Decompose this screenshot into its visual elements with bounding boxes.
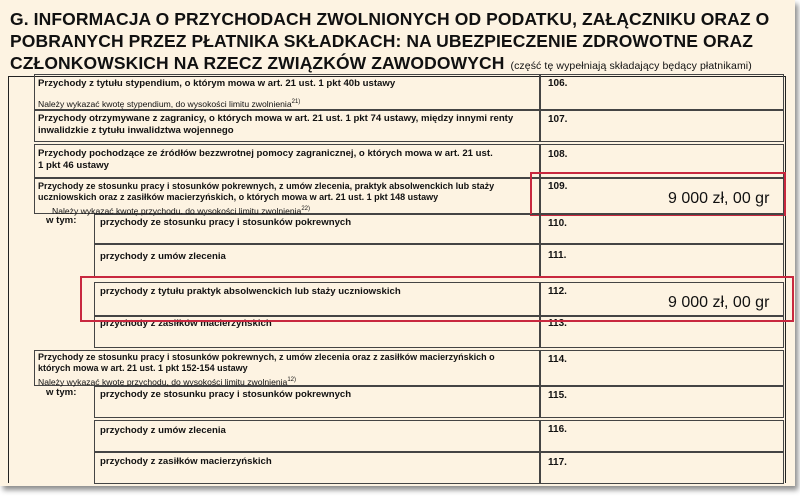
field-117[interactable] [540,452,784,484]
field-115-number: 115. [548,390,567,401]
row-113-label: przychody z zasiłków macierzyńskich [100,318,272,329]
field-114[interactable] [540,350,784,386]
wtym-label-2: w tym: [46,387,77,398]
section-title-text: G. INFORMACJA O PRZYCHODACH ZWOLNIONYCH OD PODATKU, ZAŁĄCZNIKU ORAZ O POBRANYCH PRZEZ PŁATNIKA SKŁADKACH: NA UBEZPIECZENIE ZDROWOTNE ORAZ CZŁONKOWSKICH NA RZECZ ZWIĄZKÓW ZAWODOWYCH [10,9,770,73]
field-112-number: 112. [548,286,567,297]
field-107-number: 107. [548,114,568,125]
row-116-label: przychody z umów zlecenia [100,425,226,436]
row-111-label: przychody z umów zlecenia [100,251,226,262]
field-106[interactable] [540,74,784,110]
field-110[interactable] [540,214,784,244]
row-115-label: przychody ze stosunku pracy i stosunków pokrewnych [100,389,352,400]
field-115[interactable] [540,386,784,418]
field-109-number: 109. [548,181,568,192]
section-title [10,8,790,77]
field-113-number: 113. [548,318,567,329]
field-114-number: 114. [548,354,567,365]
row-114-note-text: Należy wykazać kwotę przychodu, do wysokości limitu zwolnienia [38,376,288,387]
row-109-footnote: 22) [301,206,310,212]
row-106-note-text: Należy wykazać kwotę stypendium, do wysokości limitu zwolnienia [38,98,292,109]
row-114-footnote: 12) [287,377,296,383]
row-114-label: Przychody ze stosunku pracy i stosunków pokrewnych, z umów zlecenia oraz z zasiłków macierzyńskich o których mowa w art. 21 ust. 1 pkt 152-154 ustawy [38,352,495,373]
highlight-112 [80,276,794,322]
field-107[interactable] [540,110,784,142]
row-112-label: przychody z tytułu praktyk absolwenckich lub staży uczniowskich [100,286,401,297]
row-108-label: Przychody pochodzące ze źródłów bezzwrotnej pomocy zagranicznej, o których mowa w art. 21 ust. 1 pkt 46 ustawy [38,148,493,171]
field-109-value: 9 000 zł, 00 gr [668,190,770,207]
section-note: (część tę wypełniają składający będący płatnikami) [510,60,752,72]
row-117-label: przychody z zasiłków macierzyńskich [100,456,272,467]
row-107-label: Przychody otrzymywane z zagranicy, o których mowa w art. 21 ust. 1 pkt 74 ustawy, między innymi renty inwalidzkie z tytułu inwalidztwa wojennego [38,113,514,136]
row-109-note-text: Należy wykazać kwotę przychodu, do wysokości limitu zwolnienia [52,205,302,216]
row-109-label: Przychody ze stosunku pracy i stosunków pokrewnych, z umów zlecenia, praktyk absolwenckich lub staży uczniowskich oraz z zasiłków macierzyńskich, o których mowa w art. 21 ust. 1 pkt 148 ustawy [38,181,495,202]
field-110-number: 110. [548,218,567,229]
row-106-label: Przychody z tytułu stypendium, o którym mowa w art. 21 ust. 1 pkt 40b ustawy [38,78,396,89]
field-116[interactable] [540,420,784,452]
field-112-value: 9 000 zł, 00 gr [668,294,770,311]
row-106-footnote: 21) [291,99,301,105]
field-111-number: 111. [548,250,567,261]
field-111[interactable] [540,244,784,278]
row-110-label: przychody ze stosunku pracy i stosunków pokrewnych [100,217,352,228]
row-106-note [38,96,538,110]
field-116-number: 116. [548,424,567,435]
field-106-number: 106. [548,78,568,89]
field-117-number: 117. [548,457,567,468]
highlight-109 [530,172,786,216]
wtym-label-1: w tym: [46,215,77,226]
field-108-number: 108. [548,149,568,160]
